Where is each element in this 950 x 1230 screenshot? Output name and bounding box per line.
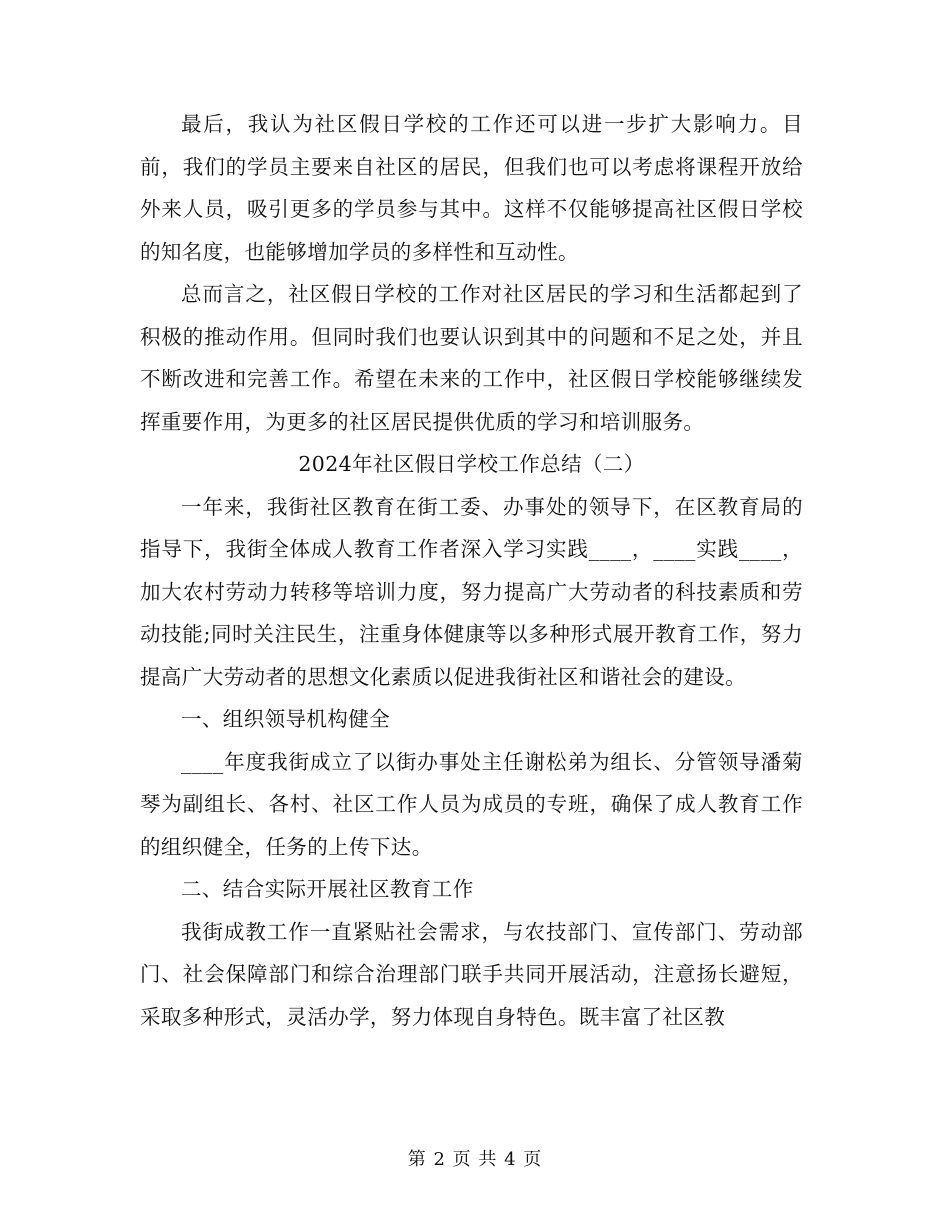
paragraph-intro: 一年来，我街社区教育在街工委、办事处的领导下，在区教育局的指导下，我街全体成人教育工作者深入学习实践____，____实践____，加大农村劳动力转移等培训力度，努力提高广大劳动者的科技素质和劳动技能;同时关注民生，注重身体健康等以多种形式展开教育工作，努力提高广大劳动者的思想文化素质以促进我街社区和谐社会的建设。 <box>140 494 803 689</box>
paragraph-conclusion-1: 最后，我认为社区假日学校的工作还可以进一步扩大影响力。目前，我们的学员主要来自社区的居民，但我们也可以考虑将课程开放给外来人员，吸引更多的学员参与其中。这样不仅能够提高社区假日学校的知名度，也能够增加学员的多样性和互动性。 <box>140 112 803 264</box>
section-heading-1: 一、组织领导机构健全 <box>181 707 390 731</box>
document-title: 2024年社区假日学校工作总结（二） <box>298 452 645 476</box>
document-body <box>140 103 803 1038</box>
paragraph-conclusion-2: 总而言之，社区假日学校的工作对社区居民的学习和生活都起到了积极的推动作用。但同时我们也要认识到其中的问题和不足之处，并且不断改进和完善工作。希望在未来的工作中，社区假日学校能够继续发挥重要作用，为更多的社区居民提供优质的学习和培训服务。 <box>140 282 803 434</box>
paragraph-section-1: ____年度我街成立了以街办事处主任谢松弟为组长、分管领导潘菊琴为副组长、各村、社区工作人员为成员的专班，确保了成人教育工作的组织健全，任务的上传下达。 <box>140 749 803 859</box>
paragraph-section-2: 我街成教工作一直紧贴社会需求，与农技部门、宣传部门、劳动部门、社会保障部门和综合治理部门联手共同开展活动，注意扬长避短，采取多种形式，灵活办学，努力体现自身特色。既丰富了社区教 <box>140 919 803 1029</box>
page-number-footer: 第 2 页 共 4 页 <box>407 1149 543 1170</box>
section-heading-2: 二、结合实际开展社区教育工作 <box>181 877 474 901</box>
